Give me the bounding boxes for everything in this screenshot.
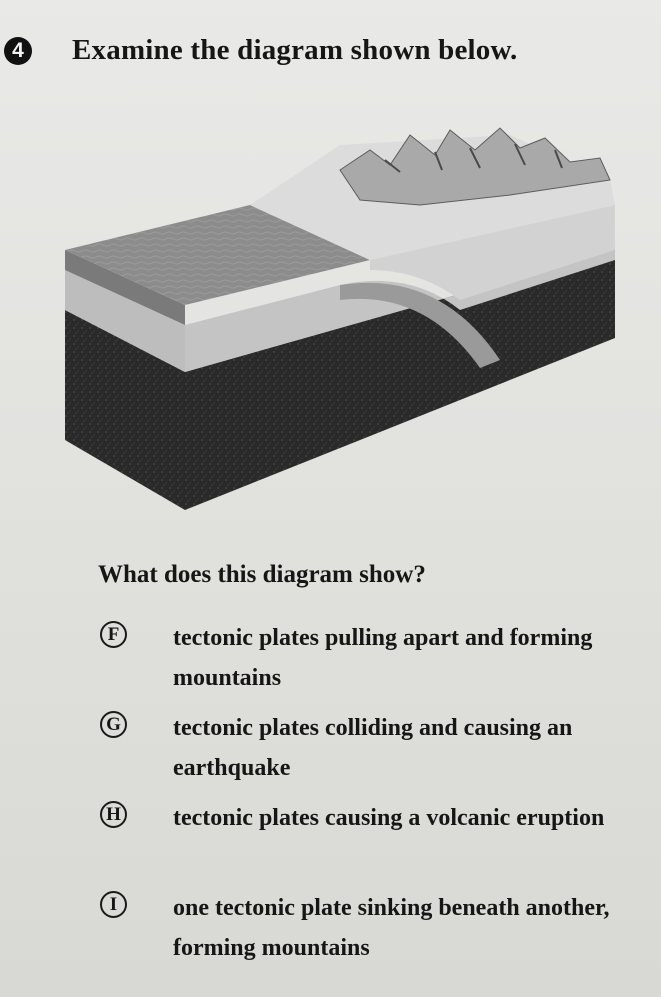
sub-question: What does this diagram show? [98, 561, 426, 588]
choice-i[interactable] [100, 888, 633, 968]
choice-letter: G [100, 711, 127, 738]
choice-text: one tectonic plate sinking beneath another, forming mountains [173, 895, 610, 961]
choice-text: tectonic plates causing a volcanic eruption [173, 805, 605, 831]
choice-text: tectonic plates colliding and causing an earthquake [173, 715, 573, 781]
question-header [4, 34, 517, 67]
choice-text: tectonic plates pulling apart and forming mountains [173, 625, 593, 691]
choice-letter: H [100, 801, 127, 828]
question-prompt: Examine the diagram shown below. [72, 34, 518, 66]
plate-subduction-diagram [40, 110, 640, 530]
choice-letter: I [100, 891, 127, 918]
choice-g[interactable] [100, 708, 633, 788]
choice-letter: F [100, 621, 127, 648]
choice-h[interactable] [100, 798, 633, 838]
question-number-badge: 4 [4, 37, 32, 65]
choice-f[interactable] [100, 618, 633, 698]
